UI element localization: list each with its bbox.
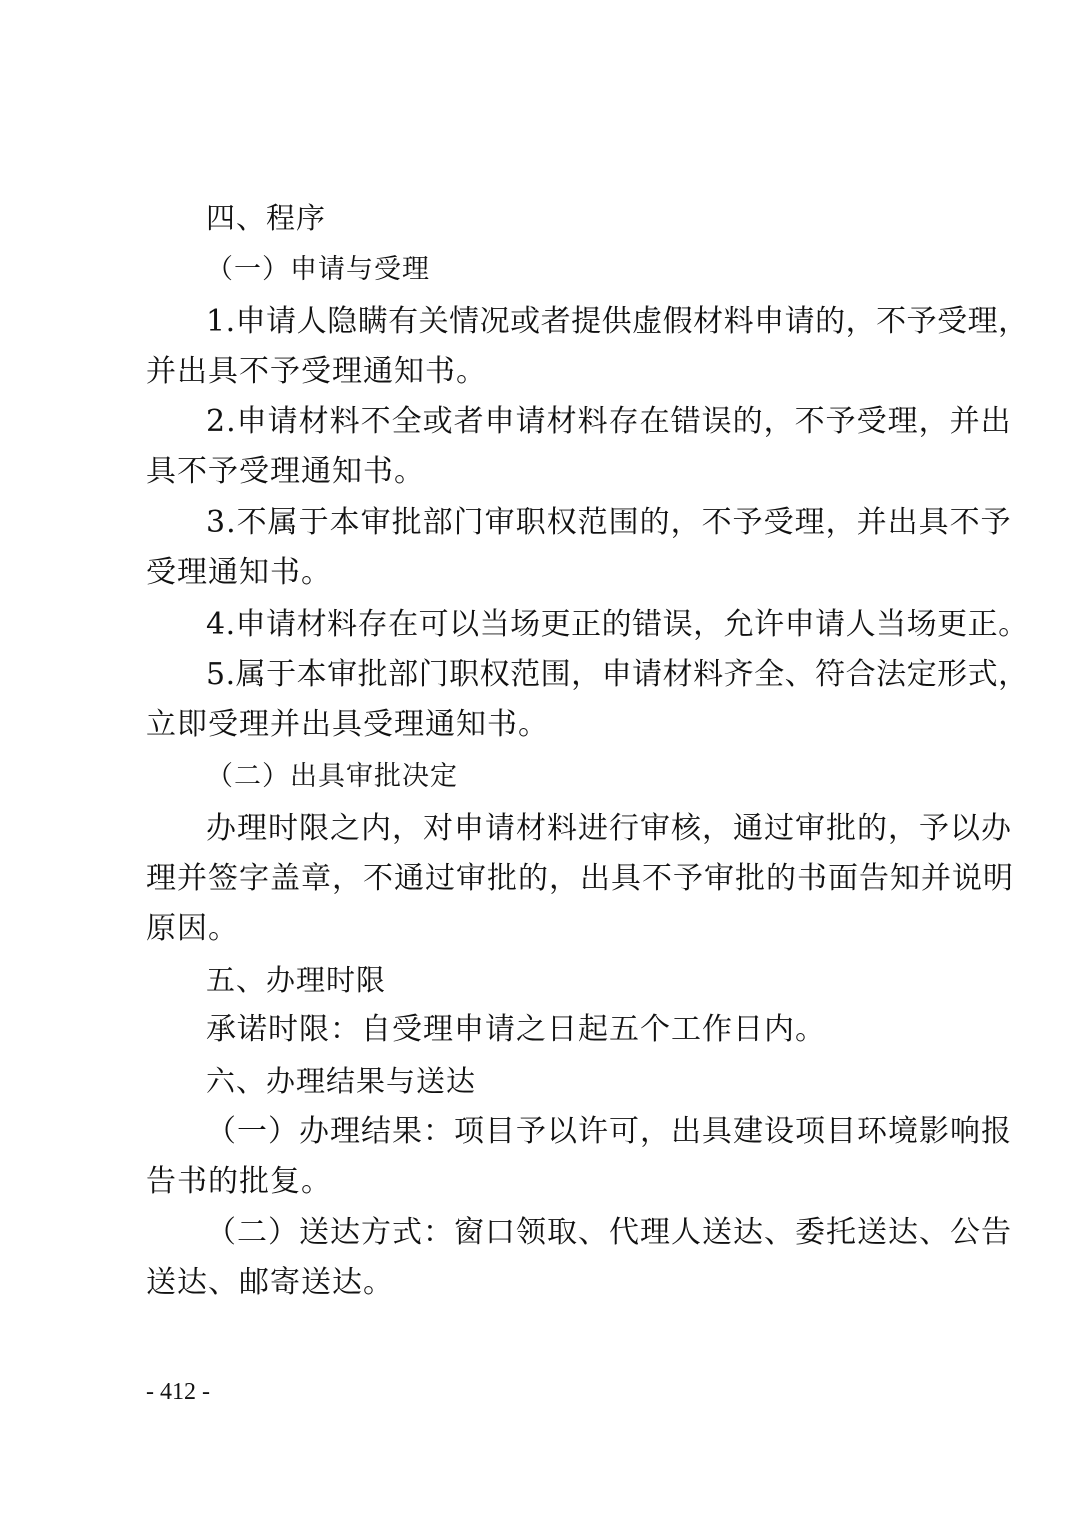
time-limit-text: 承诺时限：自受理申请之日起五个工作日内。 xyxy=(206,1012,826,1047)
item-5-line-1: 5.属于本审批部门职权范围，申请材料齐全、符合法定形式， xyxy=(206,657,1029,692)
delivery-line-1: （二）送达方式：窗口领取、代理人送达、委托送达、公告 xyxy=(206,1215,1012,1250)
section-6-title: 六、办理结果与送达 xyxy=(206,1064,477,1098)
item-2-line-1: 2.申请材料不全或者申请材料存在错误的，不予受理，并出 xyxy=(206,404,1012,439)
decision-line-1: 办理时限之内，对申请材料进行审核，通过审批的，予以办 xyxy=(206,811,1012,846)
page-number: - 412 - xyxy=(146,1379,210,1405)
result-line-2: 告书的批复。 xyxy=(146,1164,332,1199)
item-1-line-2: 并出具不予受理通知书。 xyxy=(146,354,487,389)
subsection-2-title: （二）出具审批决定 xyxy=(206,761,458,792)
delivery-line-2: 送达、邮寄送达。 xyxy=(146,1265,394,1300)
item-1-line-1: 1.申请人隐瞒有关情况或者提供虚假材料申请的，不予受理， xyxy=(206,304,1029,339)
section-4-title: 四、程序 xyxy=(206,201,327,235)
subsection-1-title: （一）申请与受理 xyxy=(206,254,430,285)
decision-line-2: 理并签字盖章，不通过审批的，出具不予审批的书面告知并说明 xyxy=(146,861,1014,896)
section-5-title: 五、办理时限 xyxy=(206,963,387,997)
decision-line-3: 原因。 xyxy=(146,911,239,946)
result-line-1: （一）办理结果：项目予以许可，出具建设项目环境影响报 xyxy=(206,1114,1012,1149)
item-2-line-2: 具不予受理通知书。 xyxy=(146,454,425,489)
item-3-line-1: 3.不属于本审批部门审职权范围的，不予受理，并出具不予 xyxy=(206,505,1012,540)
item-4-line-1: 4.申请材料存在可以当场更正的错误，允许申请人当场更正。 xyxy=(206,607,1029,642)
item-5-line-2: 立即受理并出具受理通知书。 xyxy=(146,707,549,742)
item-3-line-2: 受理通知书。 xyxy=(146,555,332,590)
